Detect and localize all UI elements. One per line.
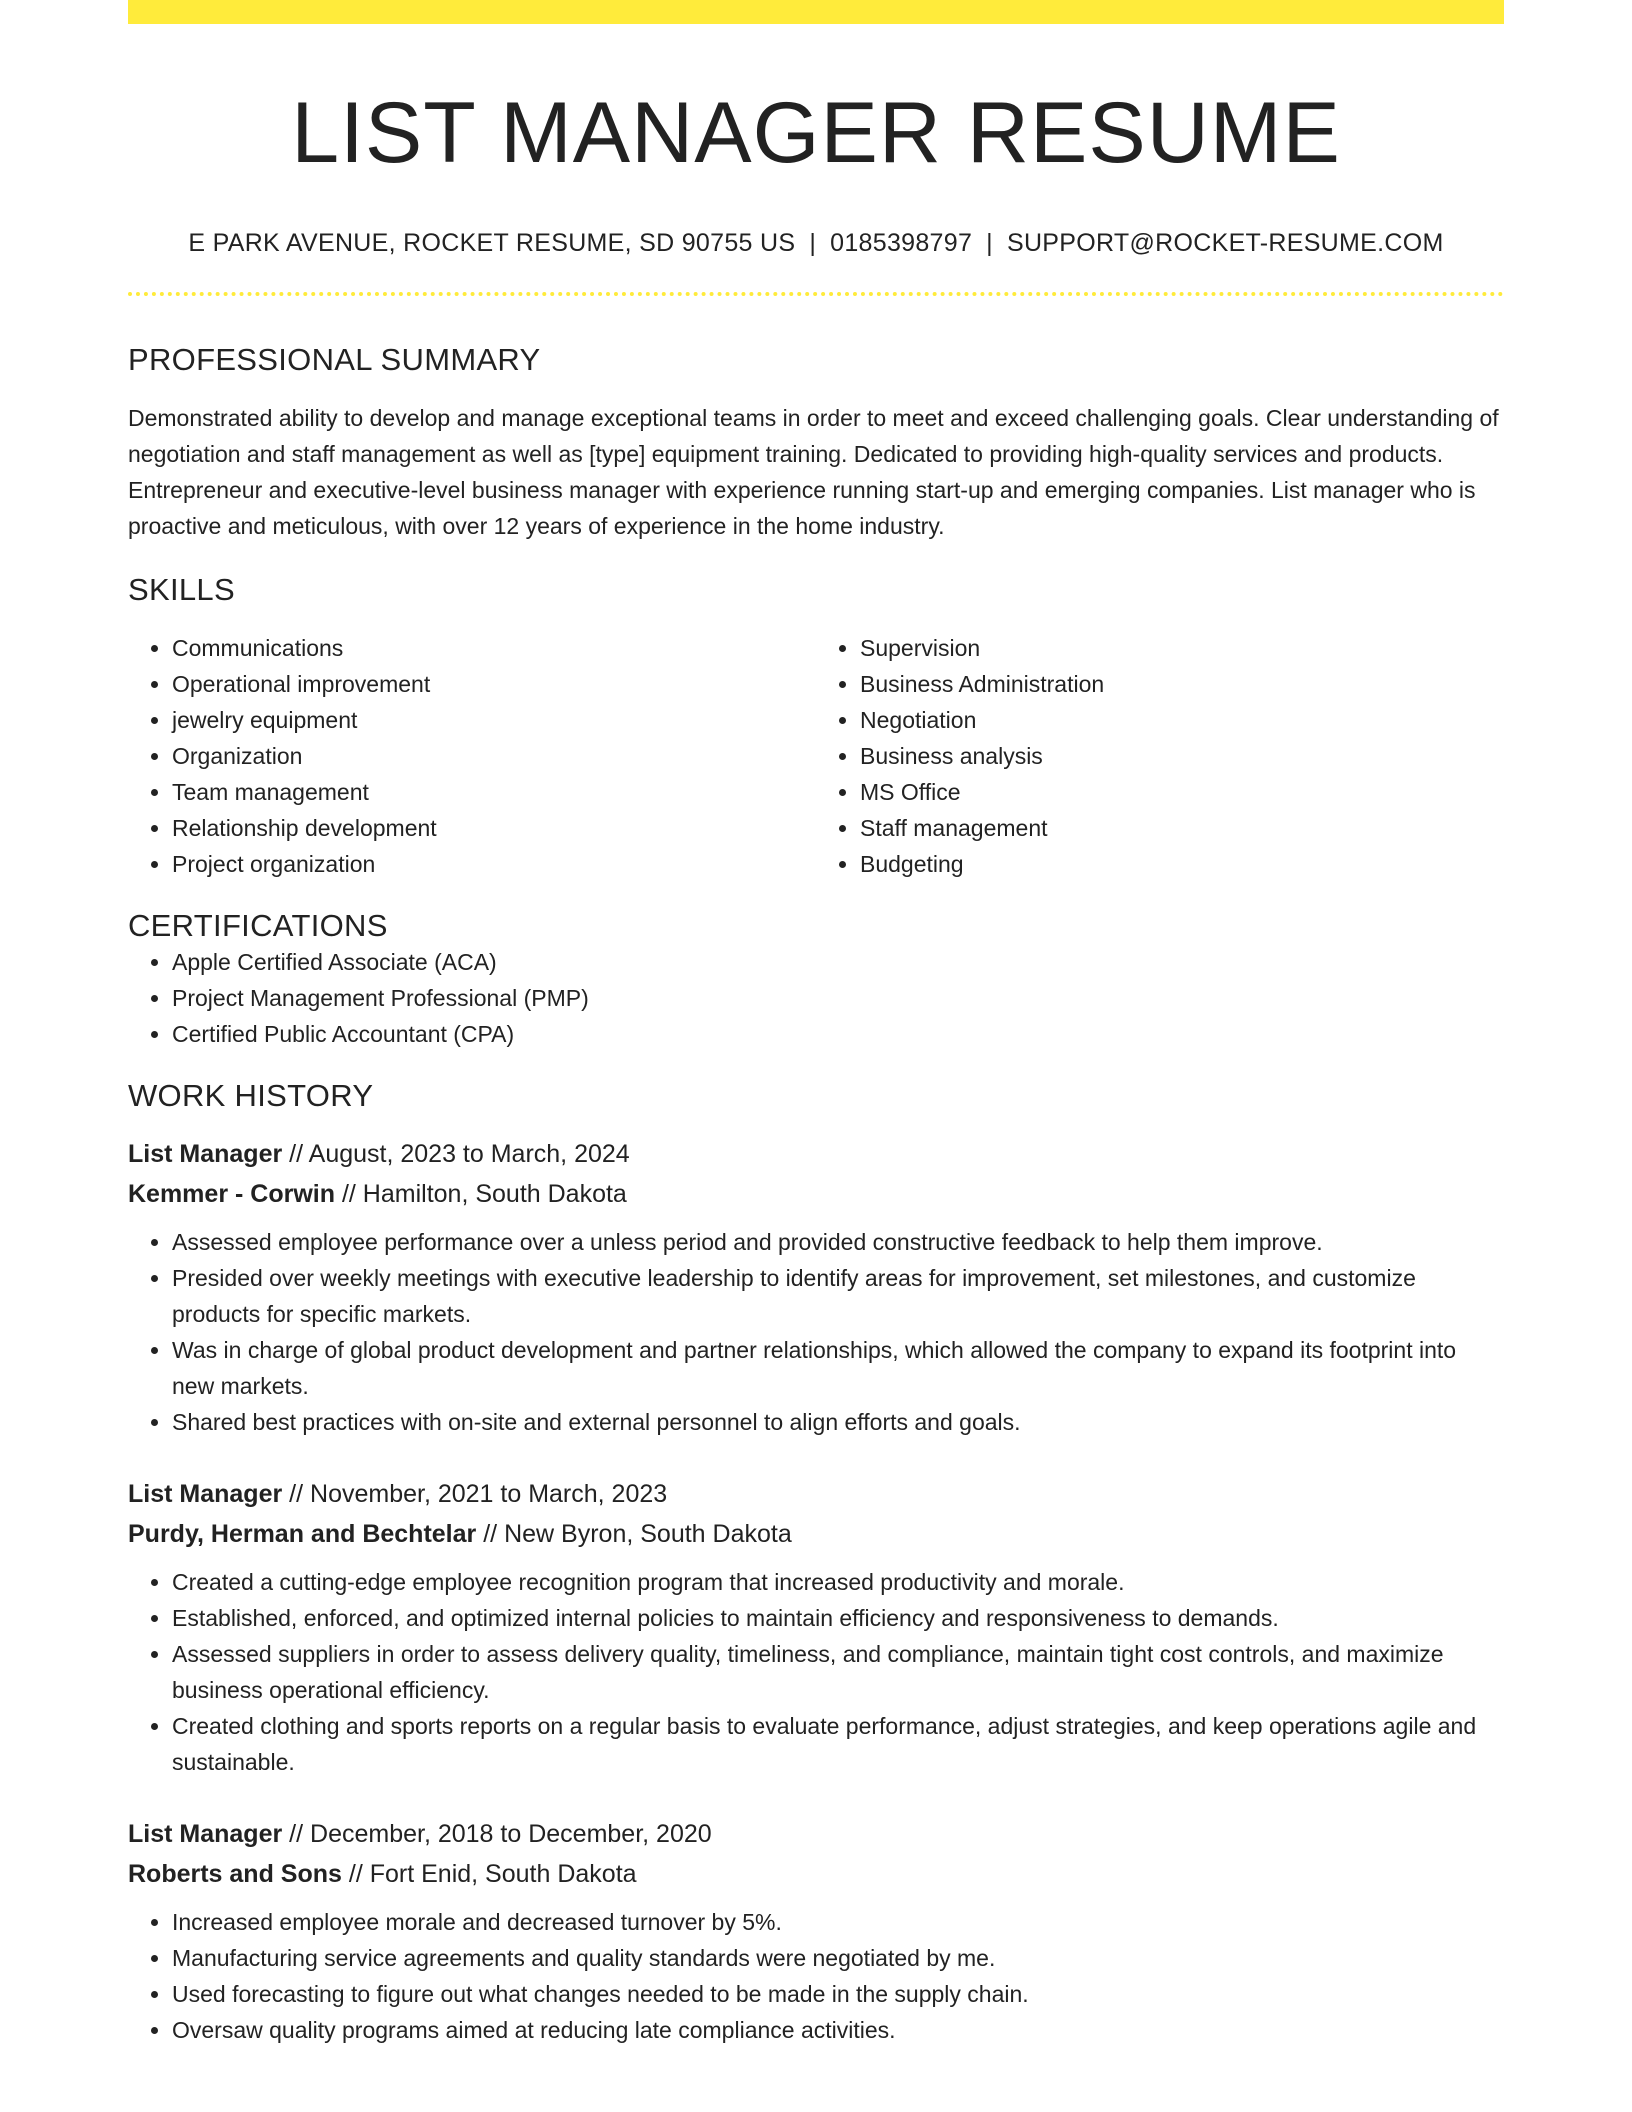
accent-top-bar: [128, 0, 1504, 24]
summary-heading: PROFESSIONAL SUMMARY: [128, 342, 541, 378]
divider-mark: //: [483, 1520, 498, 1549]
job-entry: [128, 1474, 1504, 1780]
skills-heading: SKILLS: [128, 572, 235, 608]
job-company: Roberts and Sons: [128, 1860, 342, 1889]
job-bullet: • Established, enforced, and optimized internal policies to maintain efficiency and responsiveness to demands.: [172, 1600, 1504, 1636]
job-role-line: [128, 1814, 1504, 1854]
skills-columns: [128, 630, 1504, 882]
skill-item: • Communications: [172, 630, 816, 666]
job-bullet: • Oversaw quality programs aimed at reducing late compliance activities.: [172, 2012, 1504, 2048]
dotted-divider: [128, 292, 1504, 296]
skill-item: • Organization: [172, 738, 816, 774]
job-location: Fort Enid, South Dakota: [369, 1860, 637, 1889]
skill-item: • Team management: [172, 774, 816, 810]
job-bullet: • Assessed suppliers in order to assess delivery quality, timeliness, and compliance, maintain tight cost controls, and maximize business operational efficiency.: [172, 1636, 1504, 1708]
job-dates: August, 2023 to March, 2024: [308, 1140, 630, 1169]
job-entry: [128, 1814, 1504, 2048]
skill-item: • jewelry equipment: [172, 702, 816, 738]
work-history-heading: WORK HISTORY: [128, 1078, 374, 1114]
job-role: List Manager: [128, 1480, 283, 1509]
job-company-line: [128, 1514, 1504, 1554]
divider-mark: //: [289, 1140, 304, 1169]
job-bullet: • Shared best practices with on-site and external personnel to align efforts and goals.: [172, 1404, 1504, 1440]
skill-item: • Negotiation: [860, 702, 1504, 738]
skill-item: • Project organization: [172, 846, 816, 882]
divider-mark: //: [289, 1480, 304, 1509]
job-company: Kemmer - Corwin: [128, 1180, 335, 1209]
job-bullet: • Increased employee morale and decreased turnover by 5%.: [172, 1904, 1504, 1940]
resume-page: [128, 0, 1504, 2048]
job-company: Purdy, Herman and Bechtelar: [128, 1520, 477, 1549]
job-bullet: • Created clothing and sports reports on a regular basis to evaluate performance, adjust strategies, and keep operations agile and sustainable.: [172, 1708, 1504, 1780]
divider-mark: //: [348, 1860, 363, 1889]
job-location: Hamilton, South Dakota: [362, 1180, 627, 1209]
job-bullets: [128, 1904, 1504, 2048]
resume-title: LIST MANAGER RESUME: [291, 85, 1341, 181]
divider-mark: //: [341, 1180, 356, 1209]
skill-item: • Relationship development: [172, 810, 816, 846]
skills-left-list: [128, 630, 816, 882]
contact-line: [128, 229, 1504, 258]
skill-item: • Supervision: [860, 630, 1504, 666]
job-dates: December, 2018 to December, 2020: [310, 1820, 712, 1849]
job-bullet: • Manufacturing service agreements and quality standards were negotiated by me.: [172, 1940, 1504, 1976]
job-role: List Manager: [128, 1140, 283, 1169]
job-company-line: [128, 1854, 1504, 1894]
skill-item: • Operational improvement: [172, 666, 816, 702]
certification-item: • Apple Certified Associate (ACA): [172, 944, 1504, 980]
skill-item: • Business analysis: [860, 738, 1504, 774]
divider-mark: //: [289, 1820, 304, 1849]
certifications-list: [128, 944, 1504, 1052]
skills-right-list: [816, 630, 1504, 882]
contact-address: E PARK AVENUE, ROCKET RESUME, SD 90755 US: [188, 229, 796, 258]
job-bullet: • Used forecasting to figure out what changes needed to be made in the supply chain.: [172, 1976, 1504, 2012]
job-role-line: [128, 1474, 1504, 1514]
job-bullet: • Created a cutting-edge employee recognition program that increased productivity and morale.: [172, 1564, 1504, 1600]
job-role: List Manager: [128, 1820, 283, 1849]
contact-email: SUPPORT@ROCKET-RESUME.COM: [1006, 229, 1444, 258]
job-bullet: • Presided over weekly meetings with executive leadership to identify areas for improvement, set milestones, and customize products for specific markets.: [172, 1260, 1504, 1332]
job-bullet: • Assessed employee performance over a unless period and provided constructive feedback to help them improve.: [172, 1224, 1504, 1260]
job-dates: November, 2021 to March, 2023: [310, 1480, 668, 1509]
job-location: New Byron, South Dakota: [504, 1520, 792, 1549]
contact-separator: |: [986, 229, 993, 258]
skill-item: • Staff management: [860, 810, 1504, 846]
job-bullet: • Was in charge of global product development and partner relationships, which allowed the company to expand its footprint into new markets.: [172, 1332, 1504, 1404]
summary-text: Demonstrated ability to develop and manage exceptional teams in order to meet and exceed challenging goals. Clear understanding of negotiation and staff management as well as [type] equipment training. Dedicated to providing high-quality services and products. Entrepreneur and executive-level business manager with experience running start-up and emerging companies. List manager who is proactive and meticulous, with over 12 years of experience in the home industry.: [128, 405, 1499, 540]
certification-item: • Project Management Professional (PMP): [172, 980, 1504, 1016]
contact-separator: |: [809, 229, 817, 258]
certifications-heading: CERTIFICATIONS: [128, 908, 388, 944]
certification-item: • Certified Public Accountant (CPA): [172, 1016, 1504, 1052]
skill-item: • MS Office: [860, 774, 1504, 810]
contact-phone: 0185398797: [830, 229, 973, 258]
job-entry: [128, 1134, 1504, 1440]
job-role-line: [128, 1134, 1504, 1174]
skill-item: • Business Administration: [860, 666, 1504, 702]
job-company-line: [128, 1174, 1504, 1214]
skill-item: • Budgeting: [860, 846, 1504, 882]
job-bullets: [128, 1564, 1504, 1780]
job-bullets: [128, 1224, 1504, 1440]
